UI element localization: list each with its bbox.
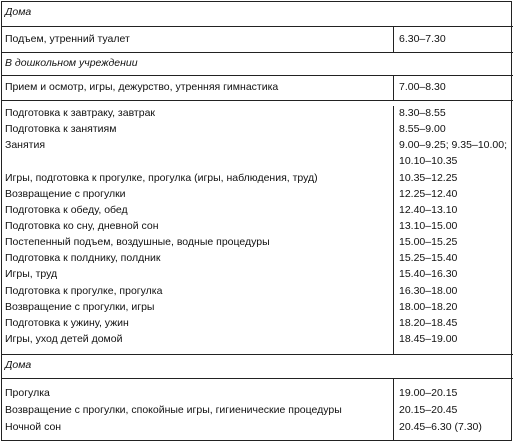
table-rule	[1, 100, 513, 101]
table-rule	[1, 354, 513, 355]
time-cell: 16.30–18.00	[399, 285, 458, 297]
activity-cell: Подъем, утренний туалет	[5, 33, 130, 45]
time-cell: 13.10–15.00	[399, 220, 458, 232]
time-cell: 15.00–15.25	[399, 236, 458, 248]
column-divider	[393, 75, 394, 100]
time-cell: 7.00–8.30	[399, 81, 446, 93]
time-cell: 19.00–20.15	[399, 387, 458, 399]
time-cell: 20.45–6.30 (7.30)	[399, 421, 482, 433]
activity-cell: Возвращение с прогулки	[5, 188, 126, 200]
activity-cell: Игры, подготовка к прогулке, прогулка (игры, наблюдения, труд)	[5, 172, 318, 184]
activity-cell: Возвращение с прогулки, игры	[5, 301, 155, 313]
section-title: В дошкольном учреждении	[5, 57, 138, 69]
activity-cell: Подготовка ко сну, дневной сон	[5, 220, 159, 232]
activity-cell: Занятия	[5, 139, 46, 151]
activity-cell: Возвращение с прогулки, спокойные игры, гигиенические процедуры	[5, 404, 342, 416]
activity-cell: Подготовка к полднику, полдник	[5, 252, 161, 264]
time-cell: 15.40–16.30	[399, 268, 458, 280]
table-rule	[1, 26, 513, 27]
activity-cell: Ночной сон	[5, 421, 62, 433]
time-cell: 10.35–12.25	[399, 172, 458, 184]
time-cell: 18.45–19.00	[399, 333, 458, 345]
activity-cell: Прием и осмотр, игры, дежурство, утренняя гимнастика	[5, 81, 279, 93]
time-cell: 8.55–9.00	[399, 123, 446, 135]
time-cell: 20.15–20.45	[399, 404, 458, 416]
activity-cell: Игры, труд	[5, 268, 58, 280]
activity-cell: Прогулка	[5, 387, 50, 399]
section-title: Дома	[5, 6, 32, 18]
time-cell: 10.10–10.35	[399, 155, 458, 167]
activity-cell: Постепенный подъем, воздушные, водные процедуры	[5, 236, 270, 248]
time-cell: 12.25–12.40	[399, 188, 458, 200]
time-cell: 9.00–9.25; 9.35–10.00;	[399, 139, 508, 151]
column-divider	[393, 26, 394, 52]
activity-cell: Подготовка к завтраку, завтрак	[5, 107, 156, 119]
time-cell: 12.40–13.10	[399, 204, 458, 216]
section-title: Дома	[5, 359, 32, 371]
time-cell: 18.20–18.45	[399, 317, 458, 329]
activity-cell: Подготовка к прогулке, прогулка	[5, 285, 163, 297]
table-rule	[1, 75, 513, 76]
time-cell: 15.25–15.40	[399, 252, 458, 264]
activity-cell: Подготовка к занятиям	[5, 123, 117, 135]
table-rule	[1, 52, 513, 53]
time-cell: 18.00–18.20	[399, 301, 458, 313]
column-divider	[393, 106, 394, 354]
column-divider	[393, 378, 394, 441]
activity-cell: Подготовка к обеду, обед	[5, 204, 128, 216]
table-rule	[1, 378, 513, 379]
activity-cell: Игры, уход детей домой	[5, 333, 123, 345]
time-cell: 8.30–8.55	[399, 107, 446, 119]
activity-cell: Подготовка к ужину, ужин	[5, 317, 129, 329]
time-cell: 6.30–7.30	[399, 33, 446, 45]
